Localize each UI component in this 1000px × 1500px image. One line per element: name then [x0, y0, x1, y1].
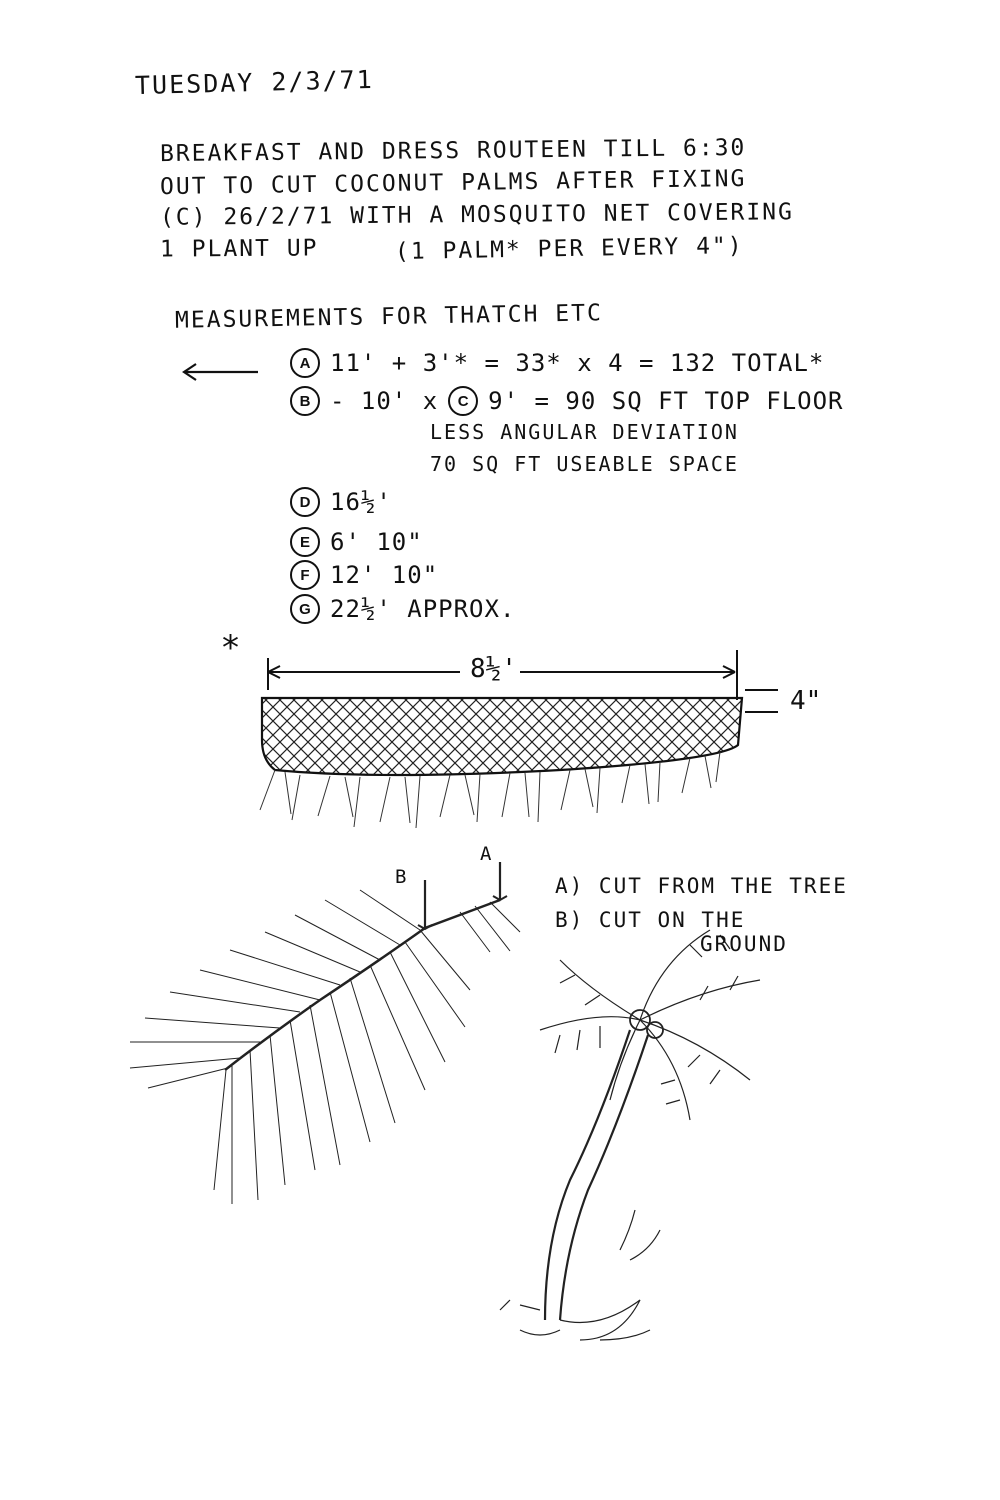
measurement-b-c	[290, 386, 844, 416]
entry-line-2: OUT TO CUT COCONUT PALMS AFTER FIXING	[159, 165, 747, 201]
asterisk-mark: *	[222, 628, 239, 668]
measurement-note-2: 70 SQ FT USEABLE SPACE	[430, 452, 739, 476]
measurement-text: 12' 10"	[330, 561, 439, 589]
measurement-f	[290, 560, 438, 590]
entry-line-1: BREAKFAST AND DRESS ROUTEEN TILL 6:30	[159, 134, 747, 168]
measurement-text: 22½' APPROX.	[330, 595, 516, 623]
measurement-a	[290, 348, 824, 378]
entry-line-4: 1 PLANT UP	[159, 235, 319, 263]
measurement-d	[290, 487, 392, 517]
circled-letter: C	[448, 386, 478, 416]
palm-frond-sketch	[130, 862, 520, 1204]
cut-label-b: B	[395, 866, 407, 888]
measurement-text: - 10' x	[330, 387, 439, 415]
measurement-text: 6' 10"	[330, 528, 423, 556]
legend-cut-on-ground: B) CUT ON THE	[555, 908, 746, 932]
circled-letter: G	[290, 594, 320, 624]
entry-line-4-note: (1 PALM* PER EVERY 4")	[394, 232, 744, 266]
legend-cut-on-ground-cont: GROUND	[700, 932, 788, 956]
entry-line-3: (C) 26/2/71 WITH A MOSQUITO NET COVERING	[159, 199, 794, 231]
left-arrow-icon	[180, 362, 260, 382]
entry-date: TUESDAY 2/3/71	[134, 64, 375, 101]
thatch-height-label: 4"	[790, 686, 822, 716]
measurement-text: 16½'	[330, 488, 392, 516]
circled-letter: F	[290, 560, 320, 590]
palm-tree-sketch	[500, 930, 760, 1340]
legend-cut-from-tree: A) CUT FROM THE TREE	[555, 874, 848, 898]
measurement-g	[290, 594, 515, 624]
cut-label-a: A	[480, 843, 492, 865]
circled-letter: B	[290, 386, 320, 416]
thatch-width-label: 8½'	[470, 654, 517, 684]
circled-letter: E	[290, 527, 320, 557]
circled-letter: A	[290, 348, 320, 378]
measurements-heading: MEASUREMENTS FOR THATCH ETC	[174, 300, 604, 334]
thatch-panel-sketch	[260, 650, 778, 828]
measurement-note-1: LESS ANGULAR DEVIATION	[430, 420, 739, 444]
measurement-e	[290, 527, 423, 557]
measurement-text: 11' + 3'* = 33* x 4 = 132 TOTAL*	[330, 349, 825, 377]
circled-letter: D	[290, 487, 320, 517]
measurement-text: 9' = 90 SQ FT TOP FLOOR	[488, 387, 844, 415]
